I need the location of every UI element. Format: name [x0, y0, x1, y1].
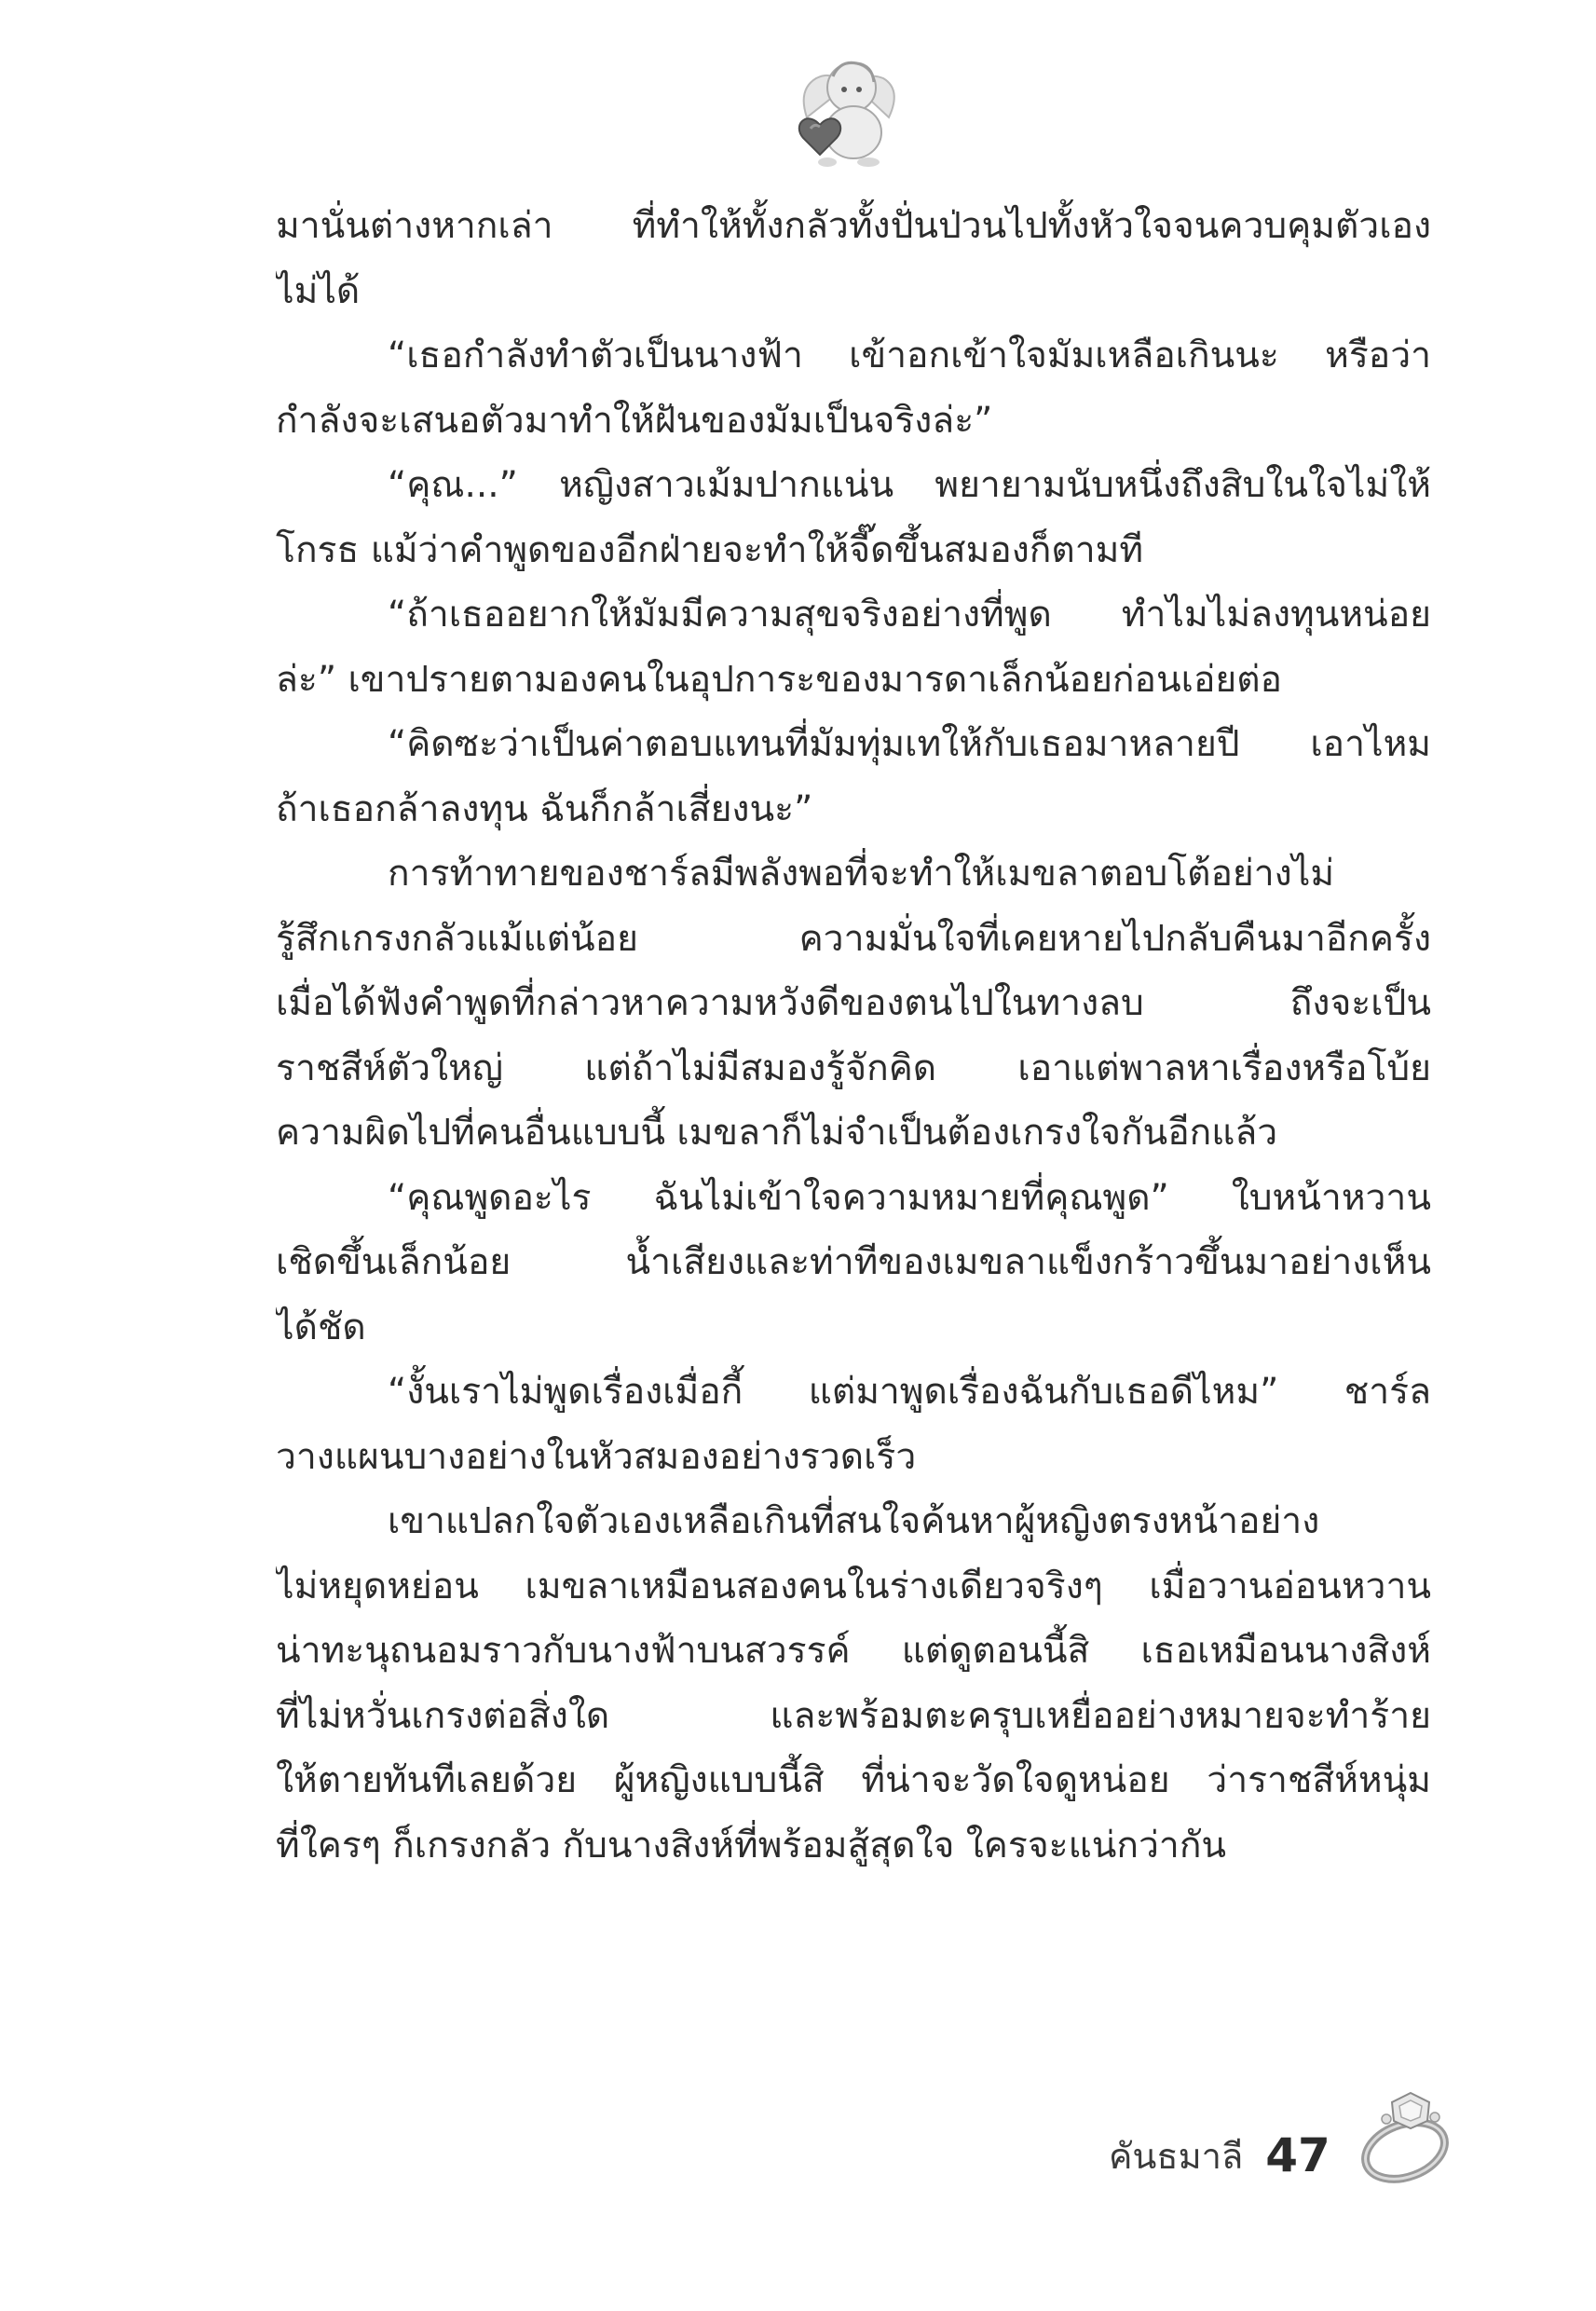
text-line: “คิดซะว่าเป็นค่าตอบแทนที่มัมทุ่มเทให้กับเธอมาหลายปี เอาไหม: [388, 723, 1431, 765]
text-line: เขาแปลกใจตัวเองเหลือเกินที่สนใจค้นหาผู้หญิงตรงหน้าอย่าง: [388, 1500, 1320, 1542]
cupid-with-heart-icon: [779, 52, 919, 173]
text-line: “คุณ...” หญิงสาวเม้มปากแน่น พยายามนับหนึ่งถึงสิบในใจไม่ให้: [388, 464, 1431, 506]
text-line: ถ้าเธอกล้าลงทุน ฉันก็กล้าเสี่ยงนะ”: [276, 787, 813, 830]
text-line: มานั่นต่างหากเล่า ที่ทำให้ทั้งกลัวทั้งปั่นป่วนไปทั้งหัวใจจนควบคุมตัวเอง: [276, 205, 1431, 247]
text-line: รู้สึกเกรงกลัวแม้แต่น้อย ความมั่นใจที่เคยหายไปกลับคืนมาอีกครั้ง: [276, 917, 1431, 960]
text-line: “งั้นเราไม่พูดเรื่องเมื่อกี้ แต่มาพูดเรื่องฉันกับเธอดีไหม” ชาร์ล: [388, 1371, 1431, 1413]
text-line: วางแผนบางอย่างในหัวสมองอย่างรวดเร็ว: [276, 1435, 917, 1478]
text-line: โกรธ แม้ว่าคำพูดของอีกฝ่ายจะทำให้จี๊ดขึ้นสมองก็ตามที: [276, 528, 1144, 571]
running-title: คันธมาลี: [1109, 2135, 1244, 2177]
text-line: เชิดขึ้นเล็กน้อย น้ำเสียงและท่าทีของเมขลาแข็งกร้าวขึ้นมาอย่างเห็น: [276, 1241, 1431, 1283]
text-line: ที่ใครๆ ก็เกรงกลัว กับนางสิงห์ที่พร้อมสู้สุดใจ ใครจะแน่กว่ากัน: [276, 1824, 1227, 1867]
text-line: ราชสีห์ตัวใหญ่ แต่ถ้าไม่มีสมองรู้จักคิด เอาแต่พาลหาเรื่องหรือโบ้ย: [276, 1046, 1431, 1089]
text-line: ได้ชัด: [276, 1306, 366, 1348]
text-line: “เธอกำลังทำตัวเป็นนางฟ้า เข้าอกเข้าใจมัมเหลือเกินนะ หรือว่า: [388, 335, 1431, 376]
text-line: ล่ะ” เขาปรายตามองคนในอุปการะของมารดาเล็กน้อยก่อนเอ่ยต่อ: [276, 658, 1282, 701]
page-body: [276, 194, 1431, 1878]
text-line: ความผิดไปที่คนอื่นแบบนี้ เมขลาก็ไม่จำเป็นต้องเกรงใจกันอีกแล้ว: [276, 1112, 1278, 1154]
text-line: ให้ตายทันทีเลยด้วย ผู้หญิงแบบนี้สิ ที่น่าจะวัดใจดูหน่อย ว่าราชสีห์หนุ่ม: [276, 1759, 1431, 1801]
text-line: การท้าทายของชาร์ลมีพลังพอที่จะทำให้เมขลาตอบโต้อย่างไม่: [388, 853, 1335, 895]
text-line: เมื่อได้ฟังคำพูดที่กล่าวหาความหวังดีของตนไปในทางลบ ถึงจะเป็น: [276, 982, 1431, 1024]
page-footer: [1109, 2113, 1330, 2197]
text-line: ไม่ได้: [276, 269, 361, 312]
diamond-ring-icon: [1353, 2085, 1465, 2188]
text-line: “คุณพูดอะไร ฉันไม่เข้าใจความหมายที่คุณพูด” ใบหน้าหวาน: [388, 1176, 1431, 1219]
page-number: 47: [1265, 2128, 1330, 2182]
text-line: ที่ไม่หวั่นเกรงต่อสิ่งใด และพร้อมตะครุบเหยื่ออย่างหมายจะทำร้าย: [276, 1694, 1431, 1737]
text-line: กำลังจะเสนอตัวมาทำให้ฝันของมัมเป็นจริงล่ะ”: [276, 399, 993, 442]
text-line: ไม่หยุดหย่อน เมขลาเหมือนสองคนในร่างเดียวจริงๆ เมื่อวานอ่อนหวาน: [276, 1565, 1431, 1607]
text-line: “ถ้าเธออยากให้มัมมีความสุขจริงอย่างที่พูด ทำไมไม่ลงทุนหน่อย: [388, 594, 1431, 636]
text-line: น่าทะนุถนอมราวกับนางฟ้าบนสวรรค์ แต่ดูตอนนี้สิ เธอเหมือนนางสิงห์: [276, 1630, 1431, 1672]
